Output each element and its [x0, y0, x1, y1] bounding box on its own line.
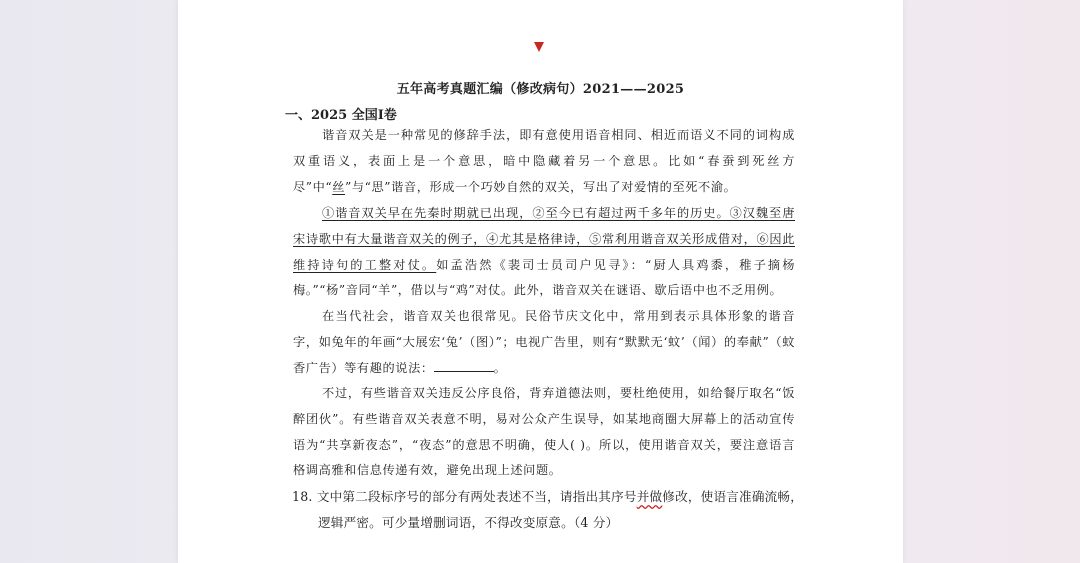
- paragraph-2: ①谐音双关早在先秦时期就已出现，②至今已有超过两千多年的历史。③汉魏至唐宋诗歌中有大量谐音双关的例子，④尤其是格律诗，⑤常利用谐音双关形成借对，⑥因此维持诗句的工整对仗。如孟浩然《裴司士员司户见寻》：“厨人具鸡黍，稚子摘杨梅。”“杨”音同“羊”，借以与“鸡”对仗。此外，谐音双关在谜语、歇后语中也不乏用例。: [293, 206, 796, 298]
- section-heading: 一、2025 全国Ⅰ卷: [285, 108, 397, 123]
- paragraph-3: 在当代社会，谐音双关也很常见。民俗节庆文化中，常用到表示具体形象的谐音字，如兔年的年画“大展宏‘兔’（图）”；电视广告里，则有“默默无‘蚊’（闻）的奉献”（蚊香广告）等有趣的说法： 。: [293, 309, 795, 375]
- triangle-marker-icon: [534, 42, 544, 52]
- underlined-sentence: 持诗句的工整对仗。: [307, 257, 437, 272]
- paragraph-4: 不过，有些谐音双关违反公序良俗，背弃道德法则，要杜绝使用，如给餐厅取名“饭醉团伙”。有些谐音双关表意不明，易对公众产生误导，如某地商圈大屏幕上的活动宣传语为“共享新夜态”，“夜态”的意思不明确，使人( )。所以，使用谐音双关，要注意语言格调高雅和信息传递有效，避免出现上述问题。: [293, 386, 795, 478]
- answer-blank[interactable]: [434, 358, 494, 372]
- underlined-sentence: 诗歌中有大量谐音双关的例子，④尤其是格律诗，⑤常利用谐音双关形成借对，⑥因此维: [293, 231, 795, 272]
- document-title: 五年高考真题汇编（修改病句）2021——2025: [396, 82, 685, 97]
- paragraph-1: 谐音双关是一种常见的修辞手法，即有意使用语音相同、相近而语义不同的词构成双重语义，表面上是一个意思，暗中隐藏着另一个意思。比如“春蚕到死丝方尽”中“丝”与“思”谐音，形成一个巧妙自然的双关，写出了对爱情的至死不渝。: [293, 128, 796, 194]
- question-18: 18. 文中第二段标序号的部分有两处表述不当，请指出其序号并做修改，使语言准确流畅， 逻辑严密。可少量增删词语，不得改变原意。（4 分）: [292, 489, 804, 530]
- underlined-sentence: ①谐音双关早在先秦时期就已出现，②至今已有超过两千多年的历史。③汉魏至唐宋: [293, 206, 795, 246]
- wavy-underline-mark: 并做: [636, 489, 663, 504]
- document-page: [178, 0, 903, 563]
